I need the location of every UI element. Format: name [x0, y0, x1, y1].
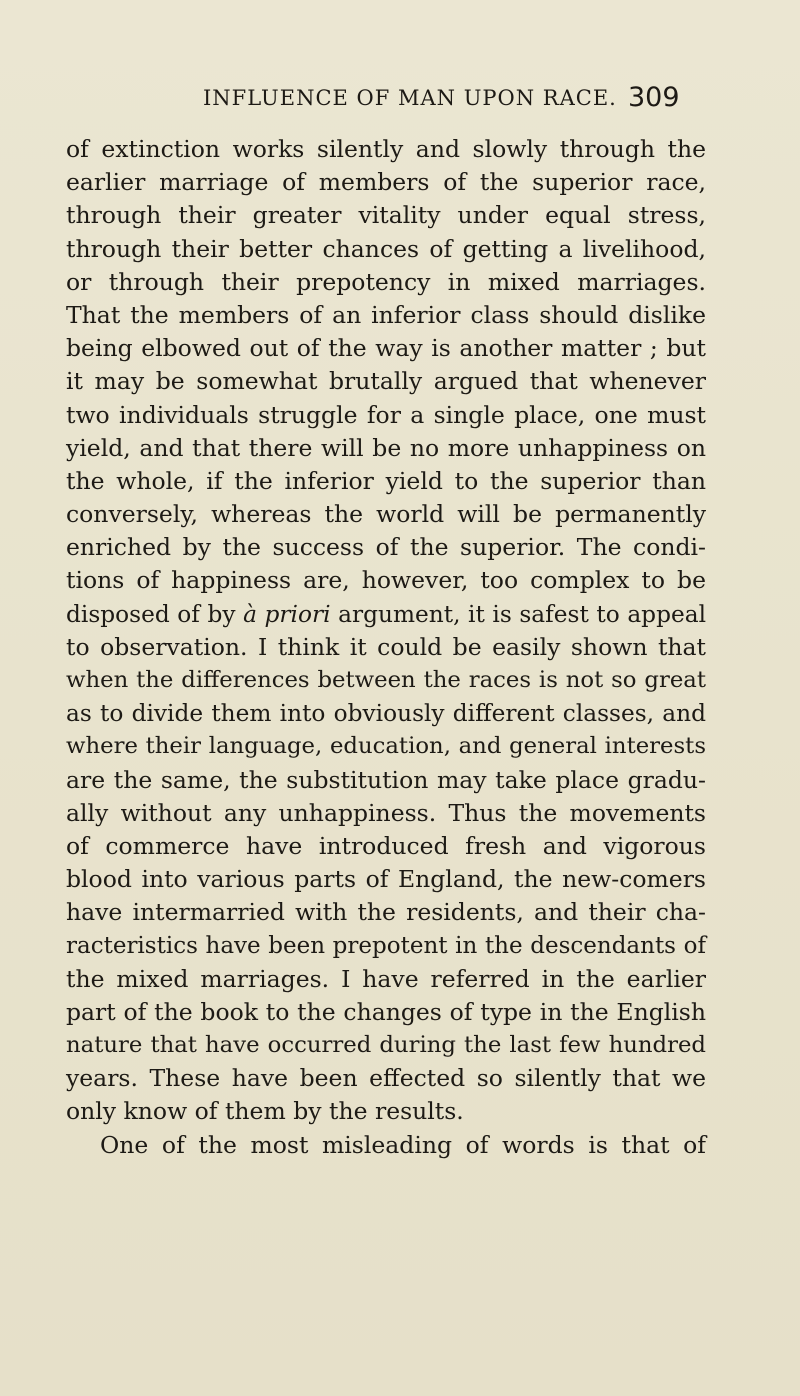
text-line: the mixed marriages. I have referred in the earlier	[66, 964, 706, 993]
page-number: 309	[628, 82, 680, 113]
text-line: yield, and that there will be no more unhappiness on	[66, 433, 706, 462]
text-line: or through their prepotency in mixed marriages.	[66, 267, 706, 296]
italic-phrase: à priori	[243, 600, 331, 628]
paragraph-start-line: One of the most misleading of words is that of	[100, 1130, 706, 1159]
text-line-with-italic	[66, 598, 706, 631]
text-line: nature that have occurred during the last few hundred	[66, 1032, 706, 1059]
text-line: conversely, whereas the world will be permanently	[66, 500, 706, 529]
text-line: blood into various parts of England, the new-comers	[66, 865, 706, 894]
text-line: where their language, education, and general interests	[66, 733, 706, 760]
text-line: part of the book to the changes of type in the English	[66, 997, 706, 1026]
text-line: the whole, if the inferior yield to the superior than	[66, 466, 706, 495]
body-text	[66, 133, 706, 1162]
text-line: as to divide them into obviously different classes, and	[66, 700, 706, 728]
text-line: ally without any unhappiness. Thus the movements	[66, 798, 706, 827]
text-line: are the same, the substitution may take place gradu-	[66, 765, 706, 794]
text-line: tions of happiness are, however, too complex to be	[66, 566, 706, 595]
text-line: enriched by the success of the superior. The condi-	[66, 533, 706, 562]
text-line: racteristics have been prepotent in the descendants of	[66, 932, 706, 959]
running-head: INFLUENCE OF MAN UPON RACE.	[203, 86, 617, 110]
text-line: through their greater vitality under equal stress,	[66, 201, 706, 230]
text-line: years. These have been effected so silently that we	[66, 1064, 706, 1093]
text-line: earlier marriage of members of the superior race,	[66, 168, 706, 197]
page-header	[0, 82, 800, 116]
text-line: through their better chances of getting a livelihood,	[66, 234, 706, 263]
text-line: it may be somewhat brutally argued that whenever	[66, 367, 706, 396]
text-line: two individuals struggle for a single place, one must	[66, 400, 706, 429]
text-line: That the members of an inferior class should dislike	[66, 300, 706, 329]
text-line: to observation. I think it could be easily shown that	[66, 632, 706, 661]
text-line: when the differences between the races is not so great	[66, 667, 706, 693]
text-line: of extinction works silently and slowly through the	[66, 135, 706, 163]
text-line: only know of them by the results.	[66, 1097, 464, 1126]
text-segment: disposed of by	[66, 600, 244, 628]
text-line: have intermarried with the residents, and their cha-	[66, 898, 706, 927]
text-line: of commerce have introduced fresh and vigorous	[66, 831, 706, 860]
text-line: being elbowed out of the way is another matter ; but	[66, 334, 706, 363]
text-segment: argument, it is safest to appeal	[330, 600, 707, 628]
